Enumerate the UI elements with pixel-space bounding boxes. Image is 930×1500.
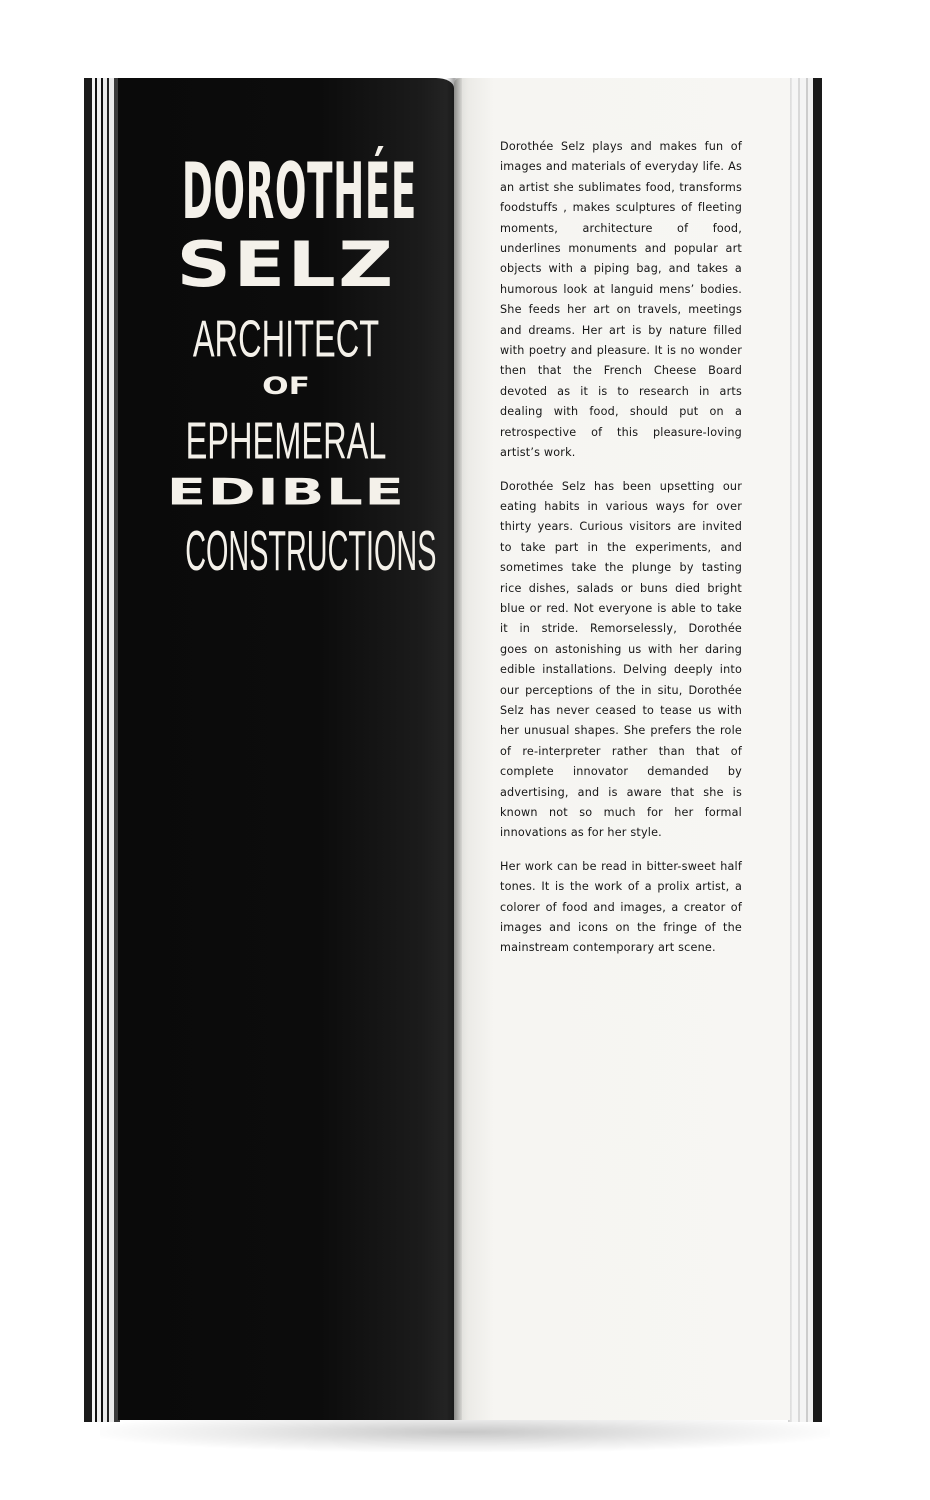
title-line-of: OF xyxy=(262,372,310,400)
title-line-constructions: CONSTRUCTIONS xyxy=(185,520,437,583)
cover-title xyxy=(118,140,454,584)
title-line-dorothee: DOROTHÉE xyxy=(181,146,417,238)
body-paragraph: Her work can be read in bitter-sweet half tones. It is the work of a prolix artist, a colorer of food and images, a creator of images and icons on the fringe of the mainstream contemporary art scene. xyxy=(500,859,742,955)
right-page-edges xyxy=(788,78,822,1422)
body-paragraph: Dorothée Selz has been upsetting our eating habits in various ways for over thirty years. Curious visitors are invited to take part in the experiments, and sometimes take the plunge by tasting rice dishes, salads or buns died bright blue or red. Not everyone is able to take it in stride. Remorselessly, Dorothée goes on astonishing us with her daring edible installations. Delving deeply into our perceptions of the in situ, Dorothée Selz has never ceased to tease us with her unusual shapes. She prefers the role of re-interpreter rather than that of complete innovator demanded by advertising, and is aware that she is known not so much for her formal innovations as for her style. xyxy=(500,479,742,840)
title-line-edible: EDIBLE xyxy=(166,471,406,514)
title-line-architect: ARCHITECT xyxy=(192,310,380,369)
body-paragraph: Dorothée Selz plays and makes fun of images and materials of everyday life. As an artist she sublimates food, transforms foodstuffs , makes sculptures of fleeting moments, architecture of food, underlines monuments and popular art objects with a piping bag, and takes a humorous look at languid mens’ bodies. She feeds her art on travels, meetings and dreams. Her art is by nature filled with poetry and pleasure. It is no wonder then that the French Cheese Board devoted as it is to research in arts dealing with food, should put on a retrospective of this pleasure-loving artist’s work. xyxy=(500,140,742,460)
title-line-ephemeral: EPHEMERAL xyxy=(185,412,387,471)
body-text xyxy=(500,137,742,972)
title-line-selz: SELZ xyxy=(176,228,396,301)
